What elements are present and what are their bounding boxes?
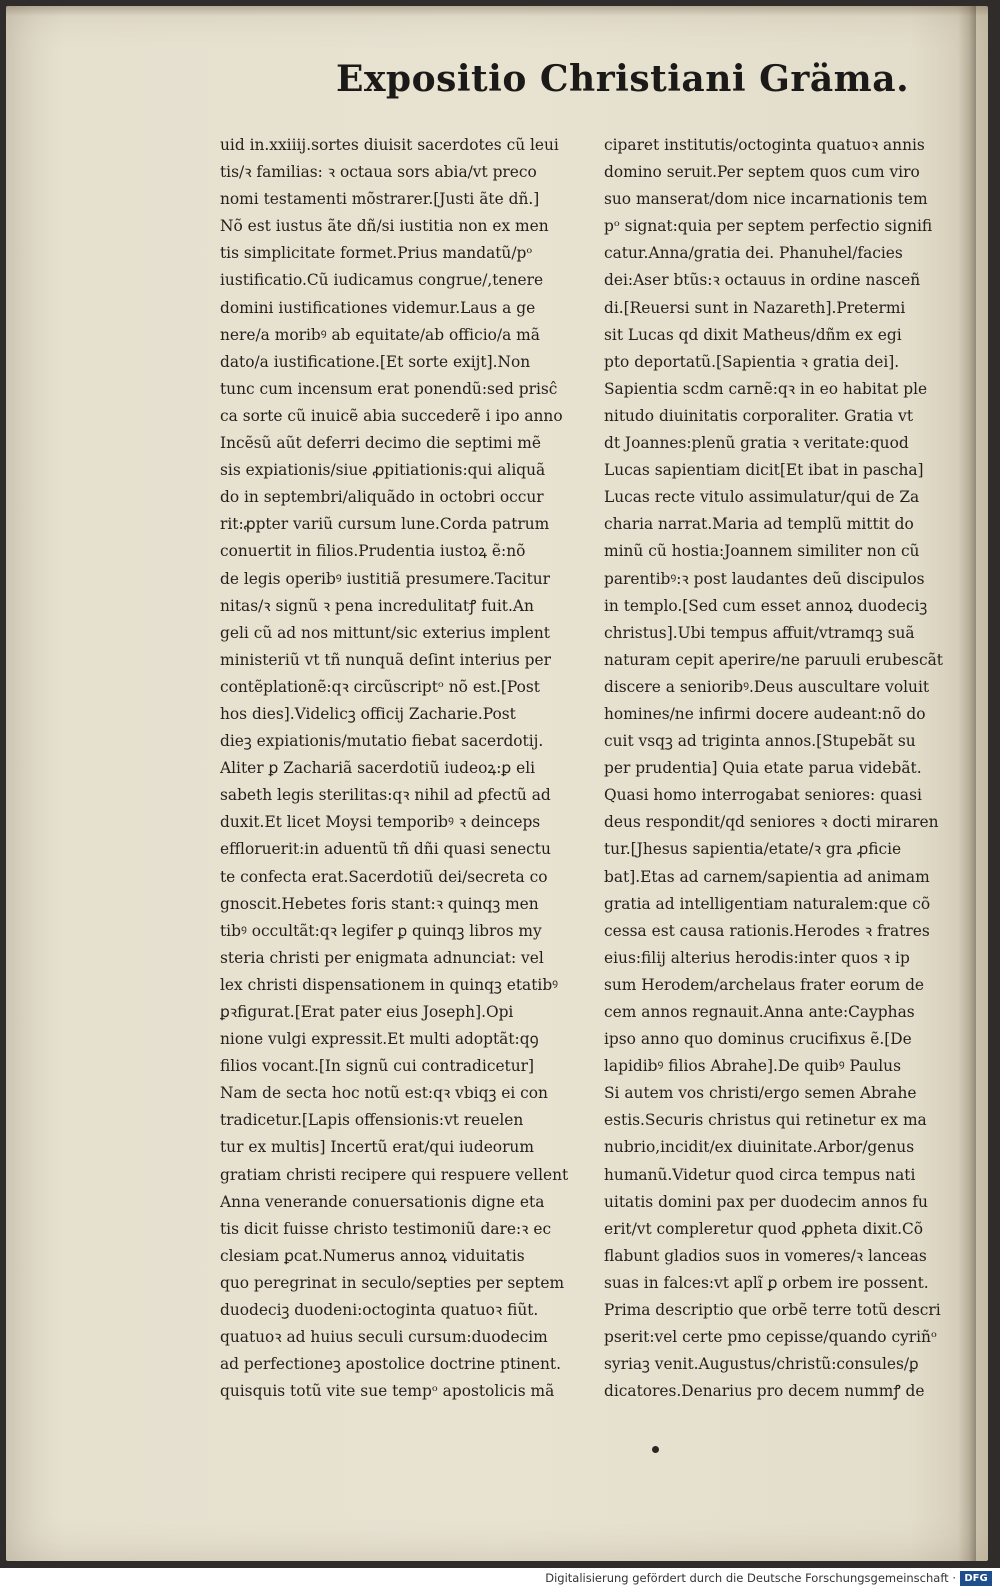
text-column-right bbox=[604, 132, 976, 1405]
text-line: duodeciꝫ duodeni:octoginta quatuoꝛ fiũt. bbox=[220, 1301, 539, 1320]
text-line: ad perfectioneꝫ apostolice doctrine ptinent. bbox=[220, 1355, 562, 1374]
text-line: hos dies].Videlicꝫ officij Zacharie.Post bbox=[220, 704, 516, 723]
text-line: nubrio,incidit/ex diuinitate.Arbor/genus bbox=[604, 1138, 915, 1157]
text-column-left bbox=[220, 132, 594, 1405]
text-line: Lucas recte vitulo assimulatur/qui de Za bbox=[604, 488, 920, 507]
text-line: bat].Etas ad carnem/sapientia ad animam bbox=[604, 867, 930, 886]
text-line: dei:Aser btũs:ꝛ octauus in ordine nasceñ bbox=[604, 271, 921, 290]
text-line: dieꝫ expiationis/mutatio fiebat sacerdotij. bbox=[220, 732, 544, 751]
text-line: ipso anno quo dominus crucifixus ẽ.[De bbox=[604, 1030, 912, 1049]
ink-dot-mark bbox=[652, 1446, 659, 1453]
text-line: charia narrat.Maria ad templũ mittit do bbox=[604, 515, 914, 534]
text-line: gratia ad intelligentiam naturalem:que cõ bbox=[604, 894, 931, 913]
text-line: nomi testamenti mõstrarer.[Justi ãte dñ.] bbox=[220, 190, 540, 209]
text-line: dicatores.Denarius pro decem nummꝭ de bbox=[604, 1382, 925, 1401]
text-line: nione vulgi expressit.Et multi adoptãt:qꝯ bbox=[220, 1030, 539, 1049]
text-line: pto deportatũ.[Sapientia ꝛ gratia dei]. bbox=[604, 352, 900, 371]
text-line: per prudentia] Quia etate parua videbãt. bbox=[604, 759, 922, 778]
text-line: ministeriũ vt tñ nunquã deſint interius per bbox=[220, 650, 551, 669]
text-line: tis/ꝛ familias: ꝛ octaua sors abia/vt preco bbox=[220, 163, 537, 182]
text-line: nere/a moribꝰ ab equitate/ab officio/a mã bbox=[220, 325, 540, 344]
text-line: suas in falces:vt aplĩ ꝑ orbem ire possent. bbox=[604, 1273, 929, 1292]
text-line: dt Joannes:plenũ gratia ꝛ veritate:quod bbox=[604, 434, 909, 453]
text-line: ciparet institutis/octoginta quatuoꝛ annis bbox=[604, 136, 925, 154]
text-line: conuertit in filios.Prudentia iustoꝝ ẽ:nõ bbox=[220, 542, 526, 561]
text-line: syriaꝫ venit.Augustus/christũ:consules/ꝑ bbox=[604, 1355, 919, 1374]
text-line: deus respondit/qd seniores ꝛ docti miraren bbox=[604, 813, 939, 832]
page-top-edge bbox=[6, 6, 988, 16]
text-line: Prima descriptio que orbẽ terre totũ descri bbox=[604, 1301, 941, 1320]
text-line: Nõ est iustus ãte dñ/si iustitia non ex men bbox=[220, 217, 549, 236]
book-page bbox=[6, 6, 988, 1561]
text-line: domino seruit.Per septem quos cum viro bbox=[604, 163, 920, 182]
text-line: steria christi per enigmata adnunciat: vel bbox=[220, 948, 544, 967]
text-line: tradicetur.[Lapis offensionis:vt reuelen bbox=[220, 1111, 524, 1130]
text-line: sum Herodem/archelaus frater eorum de bbox=[604, 975, 925, 994]
text-line: discere a senioribꝰ.Deus auscultare voluit bbox=[604, 677, 930, 696]
text-line: homines/ne infirmi docere audeant:nõ do bbox=[604, 704, 926, 723]
text-line: uitatis domini pax per duodecim annos fu bbox=[604, 1192, 928, 1211]
text-line: do in septembri/aliquãdo in octobri occur bbox=[220, 488, 544, 507]
text-line: suo manserat/dom nice incarnationis tem bbox=[604, 190, 928, 209]
text-line: in templo.[Sed cum esset annoꝝ duodeciꝫ bbox=[604, 596, 928, 615]
text-line: lapidibꝰ filios Abrahe].De quibꝰ Paulus bbox=[604, 1057, 901, 1076]
text-line: Sapientia scdm carnẽ:qꝛ in eo habitat ple bbox=[604, 379, 928, 398]
text-line: quisquis totũ vite sue tempᵒ apostolicis mã bbox=[220, 1382, 555, 1401]
text-line: contẽplationẽ:qꝛ circũscriptᵒ nõ est.[Post bbox=[220, 677, 540, 696]
text-line: estis.Securis christus qui retinetur ex ma bbox=[604, 1111, 927, 1130]
text-line: tur.[Jhesus sapientia/etate/ꝛ gra ꝓficie bbox=[604, 840, 902, 859]
text-line: gnoscit.Hebetes foris stant:ꝛ quinqꝫ men bbox=[220, 894, 539, 913]
text-line: nitas/ꝛ signũ ꝛ pena incredulitatꝭ fuit.An bbox=[220, 596, 534, 615]
text-line: sabeth legis sterilitas:qꝛ nihil ad ꝑfectũ ad bbox=[220, 786, 551, 805]
text-line: sis expiationis/siue ꝓpitiationis:qui aliquã bbox=[220, 461, 546, 480]
text-line: duxit.Et licet Moysi temporibꝰ ꝛ deinceps bbox=[220, 813, 541, 832]
text-line: ca sorte cũ inuicẽ abia succederẽ i ipo anno bbox=[220, 406, 563, 425]
text-line: Incẽsũ aũt deferri decimo die septimi mẽ bbox=[220, 434, 541, 453]
text-line: filios vocant.[In signũ cui contradicetur] bbox=[220, 1057, 535, 1076]
text-line: cuit vsqꝫ ad triginta annos.[Stupebãt su bbox=[604, 732, 916, 751]
text-line: Anna venerande conuersationis digne eta bbox=[220, 1192, 545, 1211]
text-line: di.[Reuersi sunt in Nazareth].Pretermi bbox=[604, 298, 906, 317]
running-head: Expositio Christiani Gräma. bbox=[336, 58, 910, 100]
text-line: domini iustificationes videmur.Laus a ge bbox=[220, 298, 536, 317]
footer-bar bbox=[0, 1568, 1000, 1591]
funding-credit: Digitalisierung gefördert durch die Deutsche Forschungsgemeinschaft · bbox=[545, 1571, 956, 1585]
text-line: Nam de secta hoc notũ est:qꝛ vbiqꝫ ei con bbox=[220, 1084, 548, 1103]
text-line: erit/vt compleretur quod ꝓpheta dixit.Cõ bbox=[604, 1219, 924, 1238]
text-line: nitudo diuinitatis corporaliter. Gratia vt bbox=[604, 406, 914, 425]
text-line: Aliter ꝑ Zachariã sacerdotiũ iudeoꝝ:ꝑ eli bbox=[220, 759, 536, 778]
text-line: quo peregrinat in seculo/septies per septem bbox=[220, 1273, 565, 1292]
dfg-logo: DFG bbox=[960, 1571, 992, 1586]
text-line: tibꝰ occultãt:qꝛ legifer ꝑ quinqꝫ libros my bbox=[220, 921, 542, 940]
text-line: de legis operibꝰ iustitiã presumere.Tacitur bbox=[220, 569, 551, 588]
text-line: uid in.xxiiij.sortes diuisit sacerdotes cũ leui bbox=[220, 136, 559, 154]
text-line: gratiam christi recipere qui respuere vellent bbox=[220, 1165, 569, 1184]
text-line: cem annos regnauit.Anna ante:Cayphas bbox=[604, 1003, 915, 1021]
text-line: pᵒ signat:quia per septem perfectio signifi bbox=[604, 217, 933, 236]
text-line: sit Lucas qd dixit Matheus/dñm ex egi bbox=[604, 325, 902, 344]
text-line: parentibꝰ:ꝛ post laudantes deũ discipulos bbox=[604, 569, 925, 588]
text-line: geli cũ ad nos mittunt/sic exterius implent bbox=[220, 623, 550, 642]
text-line: dato/a iustificatione.[Et sorte exijt].Non bbox=[220, 352, 531, 371]
text-line: tur ex multis] Incertũ erat/qui iudeorum bbox=[220, 1138, 534, 1157]
text-line: minũ cũ hostia:Joannem similiter non cũ bbox=[604, 542, 920, 561]
text-line: rit:ꝓpter variũ cursum lune.Corda patrum bbox=[220, 515, 550, 534]
text-line: flabunt gladios suos in vomeres/ꝛ lanceas bbox=[604, 1246, 927, 1265]
text-line: ꝑꝛfigurat.[Erat pater eius Joseph].Opi bbox=[220, 1003, 514, 1021]
text-line: lex christi dispensationem in quinqꝫ etatibꝰ bbox=[220, 975, 559, 994]
text-line: cessa est causa rationis.Herodes ꝛ fratres bbox=[604, 921, 930, 940]
text-line: effloruerit:in aduentũ tñ dñi quasi senectu bbox=[220, 840, 551, 859]
text-line: te confecta erat.Sacerdotiũ dei/secreta co bbox=[220, 867, 548, 886]
text-line: catur.Anna/gratia dei. Phanuhel/facies bbox=[604, 244, 903, 263]
text-line: eius:filij alterius herodis:inter quos ꝛ ip bbox=[604, 948, 910, 967]
text-line: Quasi homo interrogabat seniores: quasi bbox=[604, 786, 922, 805]
text-line: humanũ.Videtur quod circa tempus nati bbox=[604, 1165, 916, 1184]
text-line: Si autem vos christi/ergo semen Abrahe bbox=[604, 1084, 917, 1103]
text-line: quatuoꝛ ad huius seculi cursum:duodecim bbox=[220, 1328, 548, 1347]
text-line: tunc cum incensum erat ponendũ:sed prisĉ bbox=[220, 379, 558, 398]
text-line: Lucas sapientiam dicit[Et ibat in pascha] bbox=[604, 461, 924, 480]
text-line: clesiam ꝑcat.Numerus annoꝝ viduitatis bbox=[220, 1246, 525, 1265]
text-line: tis simplicitate formet.Prius mandatũ/pᵒ bbox=[220, 244, 533, 263]
text-line: naturam cepit aperire/ne paruuli erubescãt bbox=[604, 650, 943, 669]
text-line: iustificatio.Cũ iudicamus congrue/,tenere bbox=[220, 271, 544, 290]
text-line: christus].Ubi tempus affuit/vtramqꝫ suã bbox=[604, 623, 915, 642]
text-line: tis dicit fuisse christo testimoniũ dare:ꝛ ec bbox=[220, 1219, 552, 1238]
text-line: pserit:vel certe pmo cepisse/quando cyriñᵒ bbox=[604, 1328, 937, 1347]
